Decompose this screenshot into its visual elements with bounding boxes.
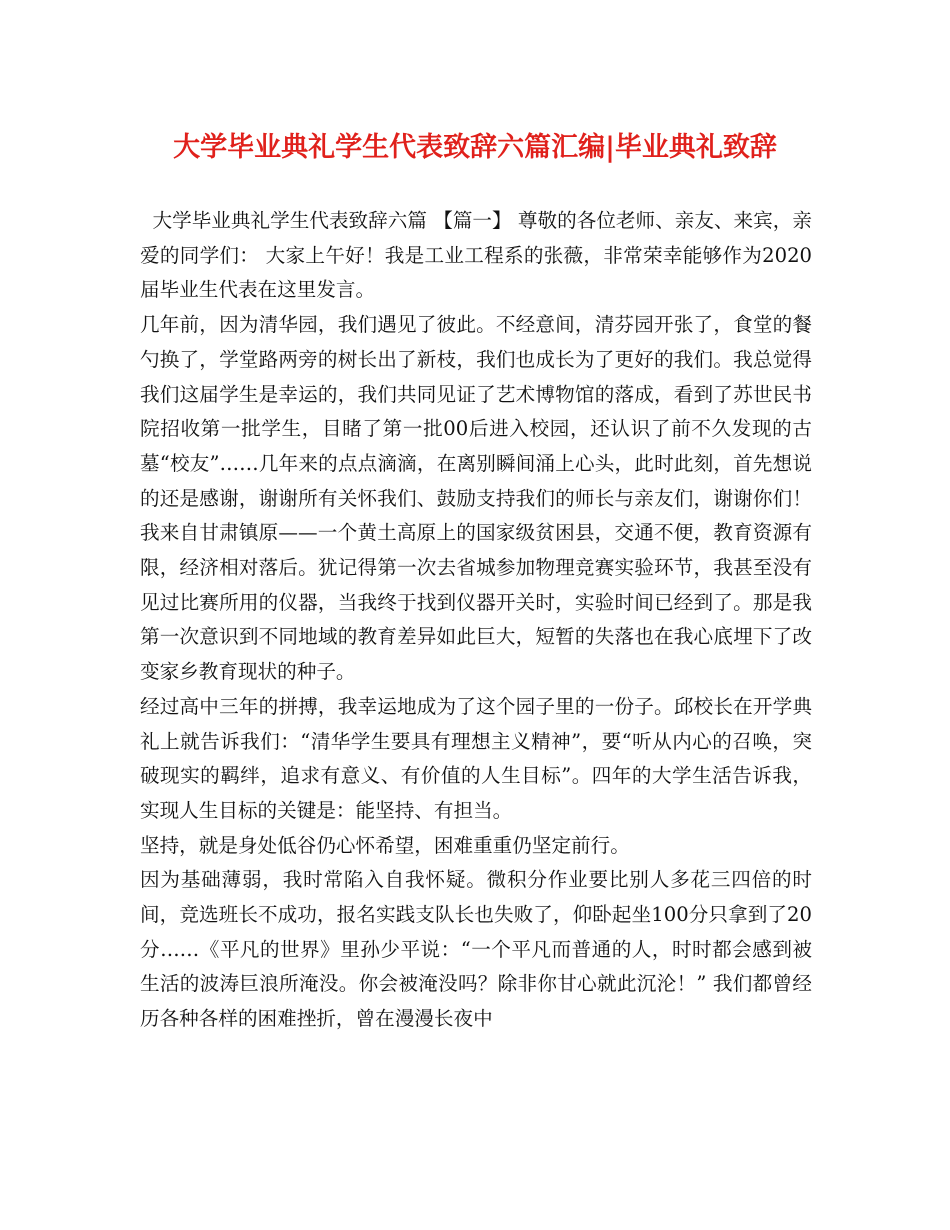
paragraph: 几年前，因为清华园，我们遇见了彼此。不经意间，清芬园开张了，食堂的餐勺换了，学堂路两旁的树长出了新枝，我们也成长为了更好的我们。我总觉得我们这届学生是幸运的，我们共同见证了艺术博物馆的落成，看到了苏世民书院招收第一批学生，目睹了第一批00后进入校园，还认识了前不久发现的古墓“校友”……几年来的点点滴滴，在离别瞬间涌上心头，此时此刻，首先想说的还是感谢，谢谢所有关怀我们、鼓励支持我们的师长与亲友们，谢谢你们！ 我来自甘肃镇原——一个黄土高原上的国家级贫困县，交通不便，教育资源有限，经济相对落后。犹记得第一次去省城参加物理竞赛实验环节，我甚至没有见过比赛所用的仪器，当我终于找到仪器开关时，实验时间已经到了。那是我第一次意识到不同地域的教育差异如此巨大，短暂的失落也在我心底埋下了改变家乡教育现状的种子。 (140, 313, 812, 684)
paragraph: 因为基础薄弱，我时常陷入自我怀疑。微积分作业要比别人多花三四倍的时间，竞选班长不成功，报名实践支队长也失败了，仰卧起坐100分只拿到了20分……《平凡的世界》里孙少平说：“一个平凡而普通的人，时时都会感到被生活的波涛巨浪所淹没。你会被淹没吗？除非你甘心就此沉沦！” 我们都曾经历各种各样的困难挫折，曾在漫漫长夜中 (140, 868, 812, 1031)
paragraph: 大学毕业典礼学生代表致辞六篇 【篇一】 尊敬的各位老师、亲友、来宾，亲爱的同学们： 大家上午好！我是工业工程系的张薇，非常荣幸能够作为2020届毕业生代表在这里发言。 (140, 209, 812, 302)
paragraph: 经过高中三年的拼搏，我幸运地成为了这个园子里的一份子。邱校长在开学典礼上就告诉我们：“清华学生要具有理想主义精神”，要“听从内心的召唤，突破现实的羁绊，追求有意义、有价值的人生目标”。四年的大学生活告诉我，实现人生目标的关键是：能坚持、有担当。 (140, 694, 812, 822)
document-body (140, 204, 812, 1037)
paragraph: 坚持，就是身处低谷仍心怀希望，困难重重仍坚定前行。 (140, 833, 630, 857)
document-title: 大学毕业典礼学生代表致辞六篇汇编|毕业典礼致辞 (173, 132, 777, 163)
